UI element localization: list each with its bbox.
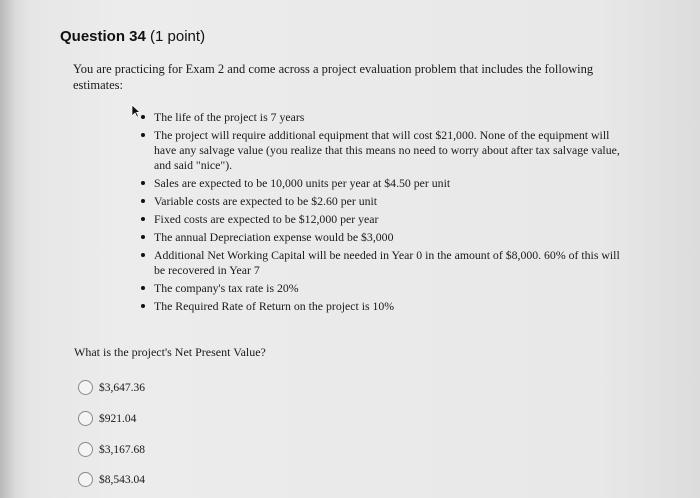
- radio-button[interactable]: [78, 472, 93, 487]
- list-item: Additional Net Working Capital will be needed in Year 0 in the amount of $8,000. 60% of this will be recovered in Year 7: [141, 248, 621, 278]
- screen-edge: [0, 0, 14, 498]
- radio-button[interactable]: [78, 380, 93, 395]
- answer-option-1[interactable]: [78, 380, 145, 395]
- radio-button[interactable]: [78, 411, 93, 426]
- estimates-list: [141, 110, 621, 317]
- question-title: [60, 28, 205, 45]
- list-item: The life of the project is 7 years: [141, 110, 621, 125]
- list-item: The annual Depreciation expense would be $3,000: [141, 230, 621, 245]
- answer-option-3[interactable]: [78, 442, 145, 457]
- list-item: The project will require additional equipment that will cost $21,000. None of the equipment will have any salvage value (you realize that this means no need to worry about after tax salvage value, and said "nice").: [141, 128, 621, 173]
- question-number: Question 34: [60, 28, 146, 45]
- list-item: Fixed costs are expected to be $12,000 per year: [141, 212, 621, 227]
- answer-label: $3,167.68: [99, 443, 145, 456]
- mouse-cursor-icon: [131, 104, 141, 118]
- answer-option-4[interactable]: [78, 472, 145, 487]
- answer-label: $3,647.36: [99, 381, 145, 394]
- question-prompt: What is the project's Net Present Value?: [74, 345, 266, 359]
- answer-option-2[interactable]: [78, 411, 136, 426]
- question-intro: You are practicing for Exam 2 and come across a project evaluation problem that includes the following estimates:: [73, 62, 594, 92]
- list-item: The Required Rate of Return on the project is 10%: [141, 299, 621, 314]
- answer-label: $921.04: [99, 412, 137, 425]
- question-points: (1 point): [150, 28, 206, 45]
- list-item: The company's tax rate is 20%: [141, 281, 621, 296]
- radio-button[interactable]: [78, 442, 93, 457]
- answer-label: $8,543.04: [99, 473, 145, 486]
- list-item: Sales are expected to be 10,000 units per year at $4.50 per unit: [141, 176, 621, 191]
- list-item: Variable costs are expected to be $2.60 per unit: [141, 194, 621, 209]
